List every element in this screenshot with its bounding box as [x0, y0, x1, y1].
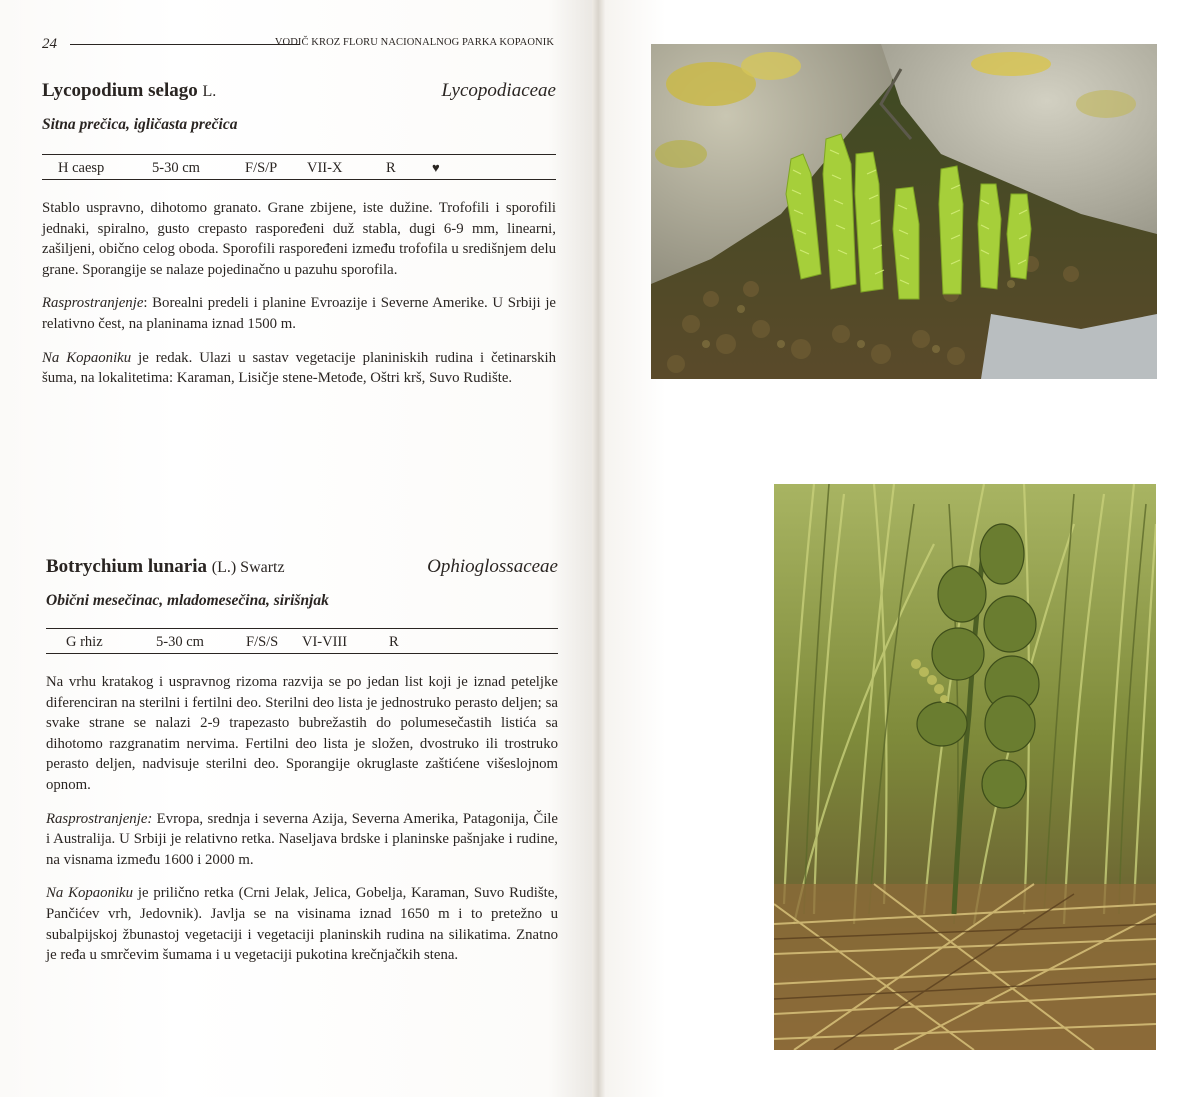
- scientific-name: [46, 556, 285, 578]
- distribution-paragraph: [46, 809, 558, 871]
- header-rule: [70, 44, 300, 45]
- attribute-bar: [42, 154, 556, 180]
- plant-height: 5-30 cm: [156, 634, 204, 650]
- distribution-paragraph: [42, 293, 556, 334]
- genus-species: Botrychium lunaria: [46, 556, 207, 577]
- species-title-row: [42, 80, 556, 106]
- family-name: Ophioglossaceae: [427, 556, 558, 577]
- status-code: R: [389, 634, 399, 650]
- species-entry-botrychium: [46, 556, 558, 979]
- distribution-label: Rasprostranjenje:: [46, 810, 153, 827]
- lycopodium-photo: [651, 44, 1157, 379]
- species-description: [42, 198, 556, 389]
- common-names: Obični mesečinac, mladomesečina, sirišnjak: [46, 592, 329, 609]
- local-paragraph: [46, 883, 558, 965]
- genus-species: Lycopodium selago: [42, 80, 198, 101]
- species-author: L.: [202, 83, 217, 100]
- flowering-period: VI-VIII: [302, 634, 348, 650]
- flowering-period: VII-X: [307, 160, 343, 176]
- running-head: [42, 36, 554, 54]
- book-gutter: [592, 0, 606, 1097]
- local-text: je prilično retka (Crni Jelak, Jelica, Gobelja, Karaman, Suvo Rudište, Pančićev vrh, Jedovnik). Javlja se na visinama iznad 1650 m i to pretežno u subalpijskoj žbunastoj vegetaciji i vegetaciji planinskih rudina na silikatima. Znatno je ređa u smrčevim šumama i u vegetaciji pukotina krečnjačkih stena.: [46, 885, 558, 964]
- botrychium-photo: [774, 484, 1156, 1050]
- attribute-bar: [46, 628, 558, 654]
- distribution-text: : Borealni predeli i planine Evroazije i Severne Amerike. U Srbiji je relativno čest, na planinama iznad 1500 m.: [42, 295, 556, 332]
- life-form: G rhiz: [66, 634, 103, 650]
- habitat-code: F/S/S: [246, 634, 279, 650]
- morphology-paragraph: Na vrhu kratakog i uspravnog rizoma razvija se po jedan list koji je iznad peteljke diferenciran na sterilni i fertilni deo. Sterilni deo lista je jednostruko perasto deljen; sa svake strane se nalazi 2-9 trapezasto bubrežastih do polumesečastih listića sa dihotomo razgranatim nervima. Fertilni deo lista je složen, dvostruko ili trostruko perasto deljen, nadvisuje sterilni deo. Sporangije okruglaste zaštićene višeslojnom opnom.: [46, 674, 558, 793]
- common-names: Sitna prečica, igličasta prečica: [42, 116, 238, 133]
- status-code: R: [386, 160, 396, 176]
- local-label: Na Kopaoniku: [46, 885, 134, 902]
- local-paragraph: [42, 348, 556, 389]
- species-title-row: [46, 556, 558, 582]
- species-description: [46, 672, 558, 966]
- lycopodium-photo-art: [651, 44, 1157, 379]
- plant-height: 5-30 cm: [152, 160, 200, 176]
- distribution-label: Rasprostranjenje: [42, 295, 144, 312]
- distribution-text: Evropa, srednja i severna Azija, Severna Amerika, Patagonija, Čile i Australija. U Srbiji je relativno retka. Naseljava brdske i planinske pašnjake i rudine, na visnama između 1600 i 2000 m.: [46, 810, 558, 868]
- species-author: (L.) Swartz: [211, 559, 285, 576]
- botrychium-photo-art: [774, 484, 1156, 1050]
- habitat-code: F/S/P: [245, 160, 278, 176]
- species-entry-lycopodium: [42, 80, 556, 402]
- scientific-name: [42, 80, 216, 102]
- morphology-paragraph: Stablo uspravno, dihotomo granato. Grane zbijene, iste dužine. Trofofili i sporofili jednaki, spiralno, gusto crepasto raspoređeni duž stabla, dugi 6-9 mm, linearni, zašiljeni, obično celog oboda. Sporofili raspoređeni između trofofila u središnjem delu grane. Sporangije se nalaze pojedinačno u pazuhu sporofila.: [42, 200, 556, 278]
- life-form: H caesp: [58, 160, 105, 176]
- local-label: Na Kopaoniku: [42, 349, 132, 366]
- family-name: Lycopodiaceae: [441, 80, 556, 101]
- page-number: 24: [42, 36, 57, 52]
- heart-icon: ♥: [432, 160, 440, 175]
- local-text: je redak. Ulazi u sastav vegetacije planiniskih rudina i četinarskih šuma, na lokalitetima: Karaman, Lisičje stene-Metođe, Oštri krš, Suvo Rudište.: [42, 349, 556, 387]
- book-title: VODIČ KROZ FLORU NACIONALNOG PARKA KOPAONIK: [274, 37, 554, 48]
